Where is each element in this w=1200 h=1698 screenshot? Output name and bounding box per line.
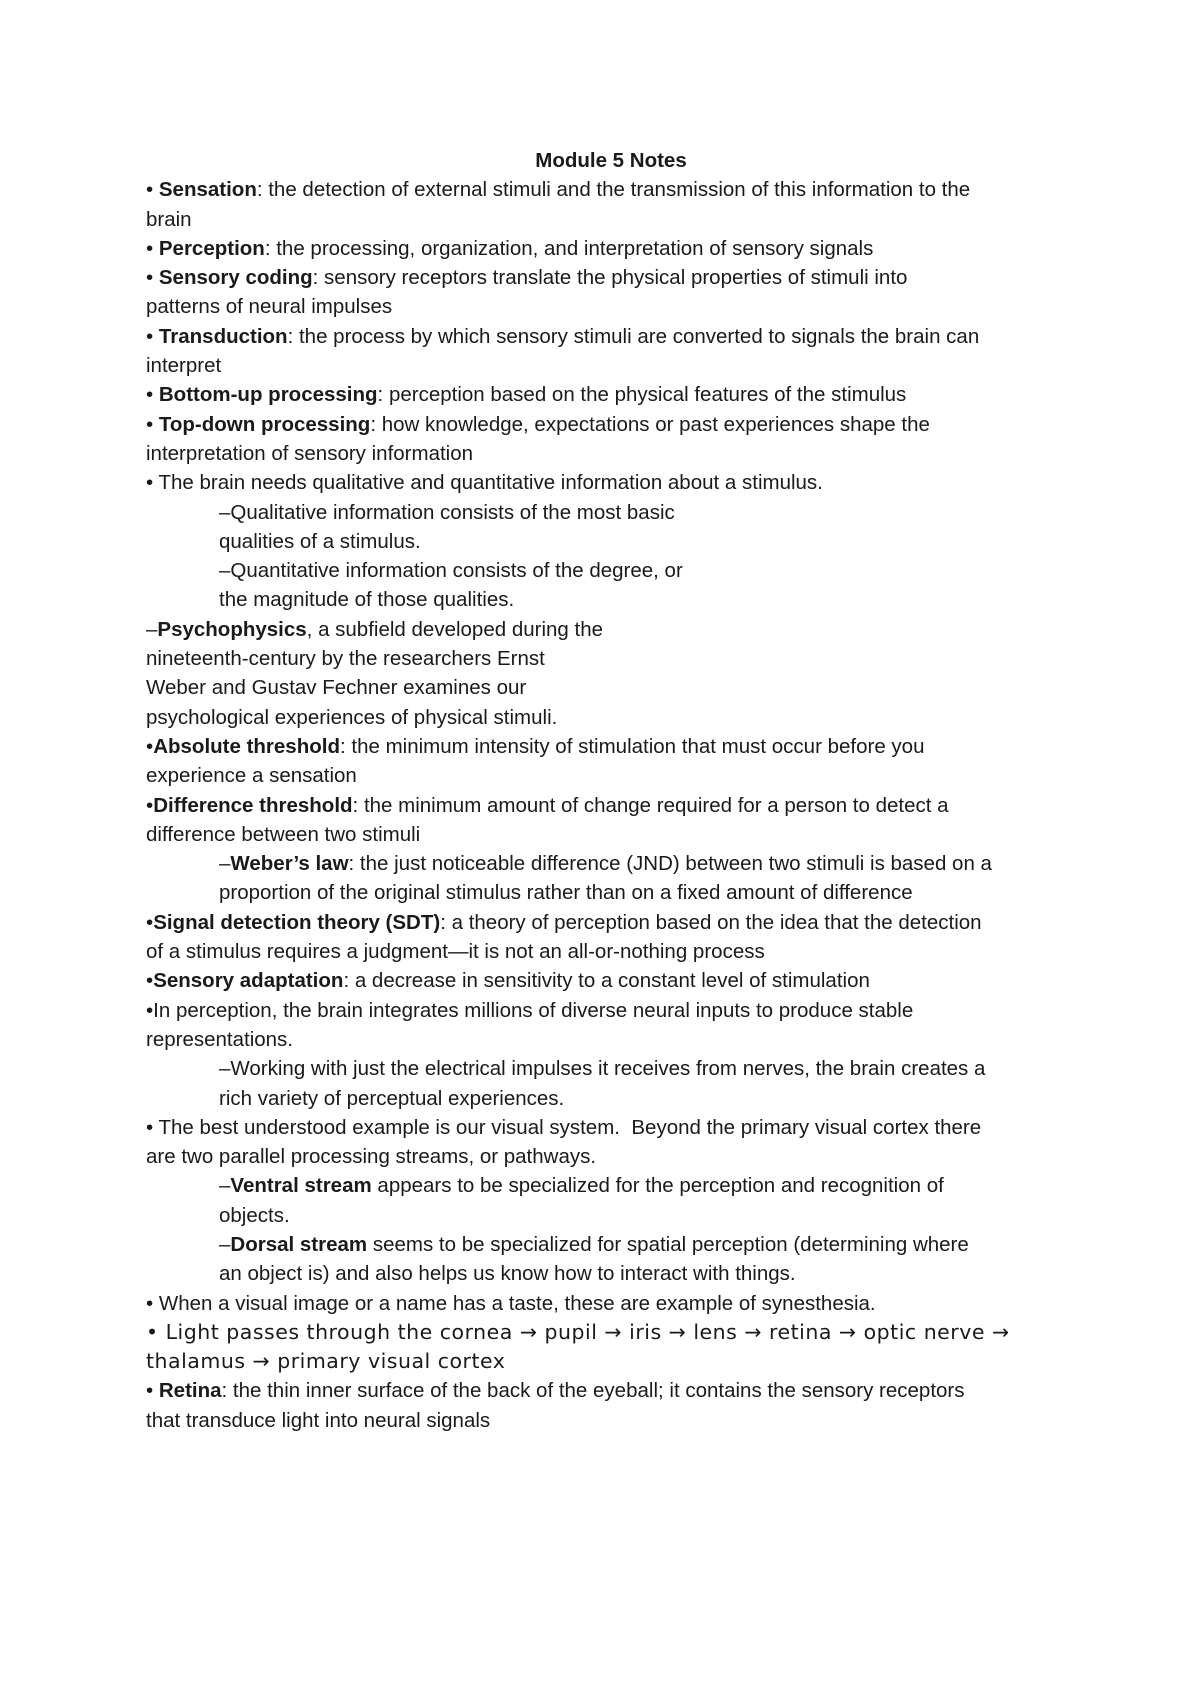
term-sensory-adaptation: Sensory adaptation [153,969,344,993]
term-ventral-stream: Ventral stream [230,1174,372,1198]
definition: : sensory receptors translate the physical properties of stimuli into [312,266,908,290]
note-signal-detection [146,908,1076,937]
note-sub-line: –Qualitative information consists of the most basic [219,500,675,524]
note-webers-law [146,849,1076,878]
note-sub-line: objects. [219,1203,290,1227]
note-light-path: • Light passes through the cornea → pupil → iris → lens → retina → optic nerve → [146,1319,1010,1344]
definition: , a subfield developed during the [306,617,604,641]
term-bottom-up: Bottom-up processing [158,383,378,407]
bullet: • [146,178,159,202]
term-psychophysics: Psychophysics [157,617,307,641]
note-line: • The best understood example is our visual system. Beyond the primary visual cortex there [146,1115,982,1139]
definition: : the just noticeable difference (JND) between two stimuli is based on a [348,852,992,876]
term-top-down: Top-down processing [158,412,371,436]
note-ventral-stream [146,1171,1076,1200]
definition: : the minimum intensity of stimulation that must occur before you [339,734,925,758]
note-line: psychological experiences of physical stimuli. [146,705,558,729]
note-line: difference between two stimuli [146,822,421,846]
bullet: • [146,324,159,348]
definition: : a theory of perception based on the idea that the detection [440,910,982,934]
definition: : the thin inner surface of the back of the eyeball; it contains the sensory receptors [221,1379,965,1403]
note-transduction [146,322,1076,351]
note-bottom-up [146,380,1076,409]
note-line: interpretation of sensory information [146,441,474,465]
term-sensation: Sensation [158,178,257,202]
bullet: • [146,793,154,817]
bullet: • [146,1379,159,1403]
bullet: • [146,383,159,407]
note-line: experience a sensation [146,764,357,788]
bullet: • [146,969,154,993]
note-retina [146,1376,1076,1405]
note-sub-line: qualities of a stimulus. [219,529,421,553]
note-line: nineteenth-century by the researchers Ernst [146,647,545,671]
bullet: • [146,910,154,934]
term-absolute-threshold: Absolute threshold [153,734,340,758]
term-perception: Perception [158,236,265,260]
definition: : the processing, organization, and interpretation of sensory signals [264,236,874,260]
definition: : how knowledge, expectations or past experiences shape the [370,412,930,436]
note-sub-line: –Quantitative information consists of the degree, or [219,559,683,583]
note-absolute-threshold [146,732,1076,761]
note-line: representations. [146,1027,294,1051]
note-sensation [146,175,1076,204]
note-line: patterns of neural impulses [146,295,393,319]
term-signal-detection: Signal detection theory (SDT) [153,910,441,934]
definition: appears to be specialized for the perception and recognition of [371,1174,944,1198]
bullet: • [146,412,159,436]
page-title: Module 5 Notes [535,149,687,172]
note-top-down [146,410,1076,439]
note-line: brain [146,207,192,231]
note-sub-line: rich variety of perceptual experiences. [219,1086,565,1110]
definition: seems to be specialized for spatial perception (determining where [367,1232,969,1256]
note-line: that transduce light into neural signals [146,1408,491,1432]
note-difference-threshold [146,791,1076,820]
term-webers-law: Weber’s law [230,852,349,876]
bullet: • [146,236,159,260]
term-retina: Retina [158,1379,222,1403]
note-line: Weber and Gustav Fechner examines our [146,676,527,700]
definition: : a decrease in sensitivity to a constant level of stimulation [343,969,870,993]
note-sensory-coding [146,263,1076,292]
definition: : the process by which sensory stimuli are converted to signals the brain can [287,324,980,348]
bullet: • [146,734,154,758]
term-sensory-coding: Sensory coding [158,266,313,290]
note-line: • When a visual image or a name has a taste, these are example of synesthesia. [146,1291,876,1315]
notes-content [146,146,1076,1435]
note-line: of a stimulus requires a judgment—it is not an all-or-nothing process [146,940,765,964]
note-dorsal-stream [146,1230,1076,1259]
note-sub-line: the magnitude of those qualities. [219,588,515,612]
note-light-path-cont: thalamus → primary visual cortex [146,1349,506,1374]
note-line: • The brain needs qualitative and quantitative information about a stimulus. [146,471,823,495]
term-dorsal-stream: Dorsal stream [230,1232,368,1256]
definition: : the minimum amount of change required for a person to detect a [352,793,949,817]
note-sensory-adaptation [146,966,1076,995]
dash: – [219,852,231,876]
note-line: interpret [146,354,222,378]
note-line: are two parallel processing streams, or pathways. [146,1145,597,1169]
dash: – [219,1174,231,1198]
note-perception [146,234,1076,263]
definition: : perception based on the physical features of the stimulus [377,383,907,407]
term-difference-threshold: Difference threshold [153,793,353,817]
dash: – [219,1232,231,1256]
note-sub-line: –Working with just the electrical impulses it receives from nerves, the brain creates a [219,1057,986,1081]
bullet: • [146,266,159,290]
definition: : the detection of external stimuli and the transmission of this information to the [256,178,971,202]
note-sub-line: proportion of the original stimulus rather than on a fixed amount of difference [219,881,913,905]
dash: – [146,617,158,641]
note-sub-line: an object is) and also helps us know how to interact with things. [219,1262,796,1286]
note-psychophysics [146,615,1076,644]
note-line: •In perception, the brain integrates millions of diverse neural inputs to produce stable [146,998,914,1022]
term-transduction: Transduction [158,324,288,348]
